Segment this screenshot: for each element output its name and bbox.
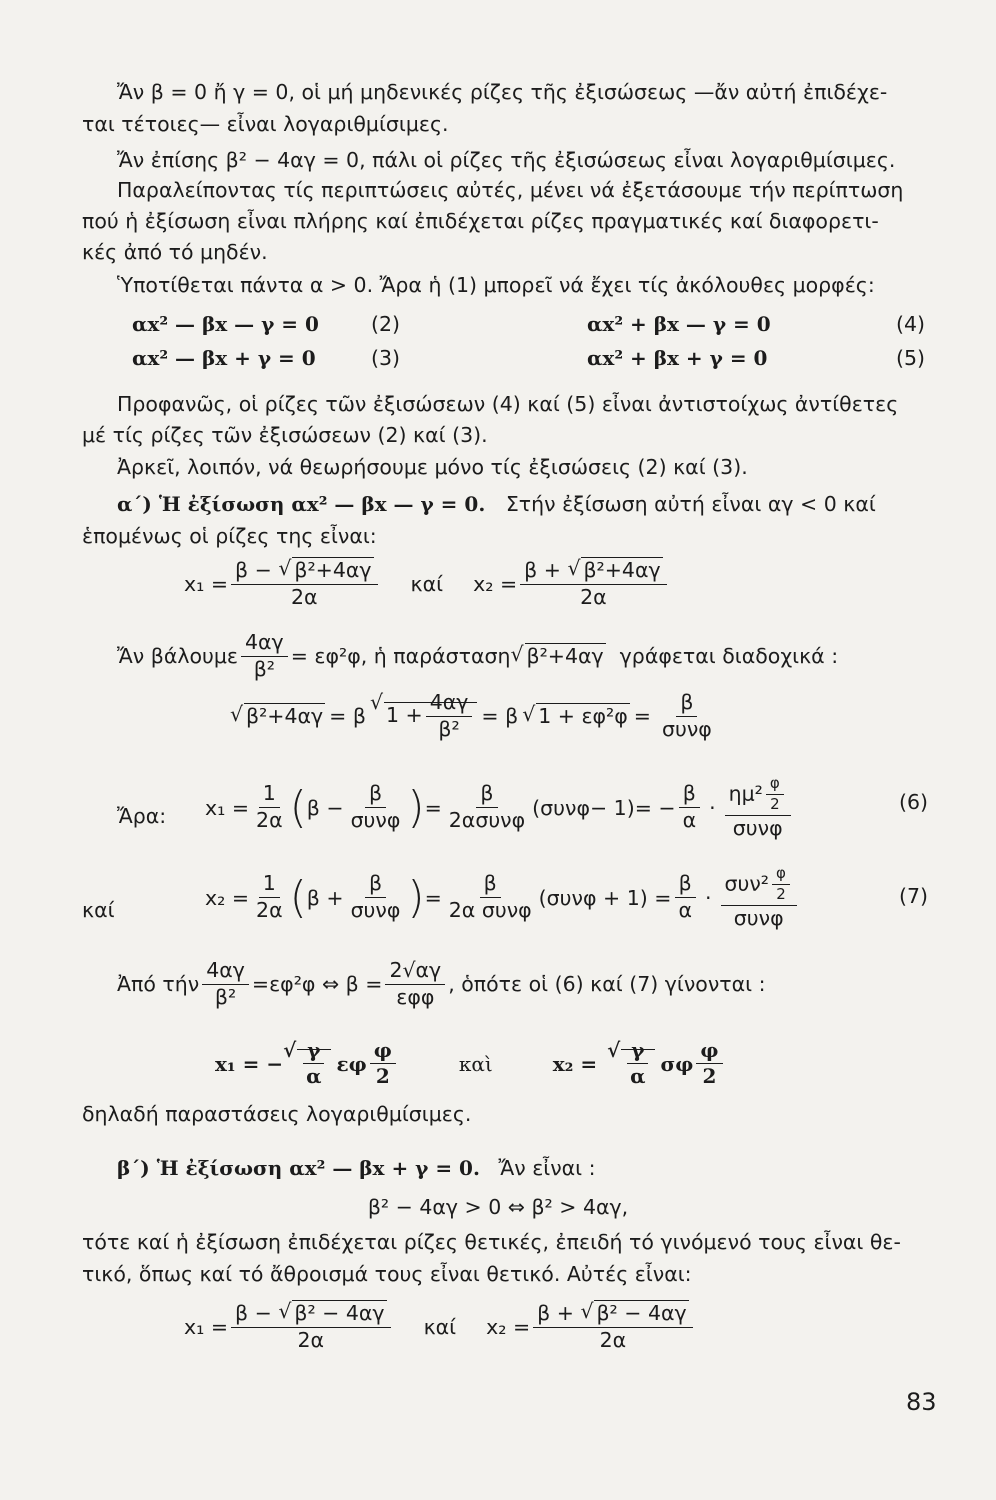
r6-paren-pre: β − [306, 795, 344, 820]
chain-eq-3: = [633, 704, 651, 729]
final-phi-2: φ [696, 1040, 722, 1064]
section-b-text: Ἄν εἶναι : [498, 1156, 596, 1180]
r6-mid-den: 2ασυνφ [448, 808, 526, 832]
chain-eq-2: = β [481, 704, 519, 729]
from-post: , ὁπότε οἱ (6) καί (7) γίνονται : [448, 972, 766, 997]
final-sqrt-2 [607, 1040, 654, 1087]
equation-5-tag: (5) [896, 346, 926, 370]
section-a-heading [117, 494, 876, 515]
chain-sqrt-3 [522, 704, 630, 728]
final-gamma-2: √ γ [627, 1040, 648, 1064]
equation-2-tag: (2) [371, 312, 401, 336]
chain-formula [230, 692, 719, 740]
from-num-1: 4αγ [202, 960, 249, 985]
chain-final-den: συνφ [661, 716, 712, 741]
b-x1-denominator: 2α [297, 1327, 325, 1352]
b-x1-fraction [231, 1303, 391, 1351]
x1-label: x₁ = [184, 572, 229, 597]
b-x2-sqrt [580, 1303, 688, 1325]
chain-radicand-1: β²+4αγ [246, 704, 324, 729]
r7-mid-den: 2α συνφ [448, 898, 532, 922]
r6-mid-fraction [445, 783, 529, 831]
b-x2-denominator: 2α [599, 1327, 627, 1352]
r7-mid-num: β [480, 873, 501, 898]
x1-denominator: 2α [291, 584, 318, 609]
subst-den: β² [253, 656, 275, 681]
r7-ba-num: β [675, 873, 696, 898]
kai-label: καί [82, 898, 115, 922]
from-pre: Ἀπό τήν [117, 972, 200, 997]
chain-final-num: β [676, 692, 697, 717]
r7-two: 2 [776, 884, 786, 903]
tag-7: (7) [899, 884, 929, 908]
r6-ba-num: β [679, 783, 700, 808]
para3-line2: πού ἡ ἐξίσωση εἶναι πλήρης καί ἐπιδέχεται ρίζες πραγματικές καί διαφορετι- [82, 209, 879, 233]
r6-inner-fraction [347, 783, 405, 831]
from-den-2: εφφ [396, 984, 435, 1009]
r6-phi: φ [766, 776, 784, 795]
equation-3: αx² — βx + γ = 0 [132, 346, 316, 370]
x2-radicand: β²+4αγ [583, 558, 661, 582]
section-a-text: Στήν ἐξίσωση αὐτή εἶναι αγ < 0 καί [505, 492, 876, 516]
final-phi-1: φ [370, 1040, 396, 1064]
roots-b-formula [184, 1303, 696, 1351]
r7-paren-pre: β + [306, 885, 344, 910]
b-x1-num-pre: β − [235, 1301, 272, 1325]
final-ga-2 [626, 1040, 649, 1087]
x2-fraction [520, 560, 666, 608]
final-alpha-2: α [630, 1064, 646, 1088]
r7-ba-den: α [678, 898, 692, 922]
root-7-formula: x₂ = $\frac{1}{2\alpha}$ ( β + $\frac{\beta}{\text{συνφ}}$ ) = $\frac{\beta}{\text{2α συνφ}}$ (συνφ + 1) = $\frac{\beta}{\alpha}$ · συν² $\frac{\varphi}{2}$ συνφ [205, 866, 800, 929]
para3-line1: Παραλείποντας τίς περιπτώσεις αὐτές, μένει νά ἐξετάσουμε τήν περίπτωση [117, 178, 904, 202]
r6-dot: · [709, 795, 716, 820]
r6-ba-den: α [682, 808, 697, 832]
chain-eq-1: = β [329, 704, 366, 729]
para3-line3: κές ἀπό τό μηδέν. [82, 240, 268, 264]
section-b-heading [117, 1158, 596, 1179]
ara-label: Ἄρα: [117, 804, 167, 828]
r6-last-num: ημ² [728, 781, 763, 806]
b-x2-fraction [533, 1303, 693, 1351]
r7-inner-num: β [365, 873, 386, 898]
r7-lhs: x₂ = [205, 885, 250, 910]
r6-lhs: x₁ = [205, 795, 250, 820]
r6-half-phi [766, 776, 784, 813]
chain-inner-num: 4αγ [426, 692, 473, 717]
x1-radicand: β²+4αγ [294, 558, 372, 582]
r7-half-phi [772, 866, 790, 903]
r7-last-den: συνφ [733, 905, 784, 930]
final-sf: σφ [660, 1051, 694, 1076]
b-x2-radicand: β² − 4αγ [596, 1301, 687, 1325]
r7-dot: · [704, 885, 712, 910]
subst-sqrt [511, 644, 606, 668]
subst-num: 4αγ [241, 632, 288, 657]
section-a-line2: ἑπομένως οἱ ρίζες της εἶναι: [82, 524, 377, 548]
b-x2-label: x₂ = [486, 1315, 531, 1340]
final-ga-1 [302, 1040, 325, 1087]
subst-radicand: β²+4αγ [526, 644, 604, 669]
r7-last-num: συν² [724, 871, 770, 896]
x2-sqrt [567, 560, 662, 582]
para1-line1: Ἄν β = 0 ἤ γ = 0, οἱ μή μηδενικές ρίζες τῆς ἐξισώσεως —ἄν αὐτή ἐπιδέχε- [117, 80, 888, 104]
from-line [117, 960, 765, 1008]
para2-line1: Ἄν ἐπίσης β² − 4αγ = 0, πάλι οἱ ρίζες τῆς ἐξισώσεως εἶναι λογαριθμίσιμες. [117, 148, 896, 172]
r6-mid-post: (συνφ− 1)= − [532, 795, 676, 820]
b-x2-num-pre: β + [537, 1301, 574, 1325]
equation-4-tag: (4) [896, 312, 926, 336]
x2-label: x₂ = [473, 572, 518, 597]
subst-fraction [241, 632, 288, 680]
r6-beta-alpha [679, 783, 701, 831]
b-x1-sqrt [278, 1303, 386, 1325]
from-den-1: β² [214, 984, 237, 1009]
final-alpha-1: α [306, 1064, 322, 1088]
chain-sqrt-1 [230, 704, 325, 728]
r6-inner-den: συνφ [350, 808, 401, 832]
final-gamma-1: √ γ [303, 1040, 324, 1064]
chain-sqrt-2 [370, 692, 477, 740]
from-mid: =εφ²φ ⇔ β = [251, 972, 383, 997]
final-two-2: 2 [702, 1064, 717, 1088]
x2-num-pre: β + [524, 558, 561, 582]
subst-mid: = εφ²φ, ἡ παράσταση [290, 644, 511, 669]
final-phi-half-1 [370, 1040, 396, 1087]
final-x1: x₁ = − [215, 1051, 284, 1076]
condition: β² − 4αγ > 0 ⇔ β² > 4αγ, [367, 1195, 629, 1219]
r7-last-fraction [721, 866, 797, 929]
b-x1-label: x₁ = [184, 1315, 229, 1340]
x1-sqrt [278, 560, 373, 582]
r6-two: 2 [770, 794, 780, 813]
page-number: 83 [906, 1388, 937, 1416]
r7-mid-post: (συνφ + 1) = [538, 885, 672, 910]
r6-last-den: συνφ [732, 815, 783, 840]
chain-final-fraction [658, 692, 716, 740]
chain-inner-fraction [426, 692, 473, 740]
r7-mid-fraction [445, 873, 536, 921]
r7-half-fraction [252, 873, 287, 921]
final-two-1: 2 [375, 1064, 390, 1088]
r6-inner-num: β [365, 783, 386, 808]
from-fraction-1 [202, 960, 249, 1008]
x1-num-pre: β − [235, 558, 272, 582]
r7-beta-alpha [674, 873, 696, 921]
r7-two-alpha: 2α [256, 898, 283, 922]
chain-inner-den: β² [438, 716, 460, 741]
r7-phi: φ [772, 866, 790, 885]
substitution-line [117, 632, 838, 680]
equation-5: αx² + βx + γ = 0 [587, 346, 768, 370]
final-text: δηλαδή παραστάσεις λογαριθμίσιμες. [82, 1102, 472, 1126]
final-phi-half-2 [696, 1040, 722, 1087]
r6-last-fraction [725, 776, 791, 839]
equation-4: αx² + βx — γ = 0 [587, 312, 771, 336]
r6-mid-num: β [476, 783, 497, 808]
section-a-title: α΄) Ἡ ἐξίσωση αx² — βx — γ = 0. [117, 492, 486, 516]
chain-rad2-pre: 1 + [385, 703, 423, 728]
b-kai-word: καί [423, 1315, 457, 1340]
r6-half-fraction [252, 783, 287, 831]
chain-radicand-3: 1 + εφ²φ [538, 704, 628, 729]
final-sqrt-1 [283, 1040, 330, 1087]
from-num-2: 2√αγ [385, 960, 445, 985]
equation-2: αx² — βx — γ = 0 [132, 312, 319, 336]
para4-line1: Ὑποτίθεται πάντα α > 0. Ἄρα ἡ (1) μπορεῖ νά ἔχει τίς ἀκόλουθες μορφές: [117, 273, 875, 297]
para5-line1: Προφανῶς, οἱ ρίζες τῶν ἐξισώσεων (4) καί (5) εἶναι ἀντιστοίχως ἀντίθετες [117, 392, 899, 416]
r7-inner-fraction [347, 873, 405, 921]
x2-denominator: 2α [580, 584, 607, 609]
tag-6: (6) [899, 790, 929, 814]
r6-two-alpha: 2α [256, 808, 283, 832]
para5-line2: μέ τίς ρίζες τῶν ἐξισώσεων (2) καί (3). [82, 423, 488, 447]
section-b-line3: τικό, ὅπως καί τό ἄθροισμά τους εἶναι θετικό. Αὐτές εἶναι: [82, 1262, 692, 1286]
roots-a-formula [184, 560, 670, 608]
final-x2: x₂ = [552, 1051, 598, 1076]
r6-one: 1 [259, 783, 280, 808]
section-b-title: β΄) Ἡ ἐξίσωση αx² — βx + γ = 0. [117, 1156, 480, 1180]
section-b-line2: τότε καί ἡ ἐξίσωση ἐπιδέχεται ρίζες θετικές, ἐπειδή τό γινόμενό τους εἶναι θε- [82, 1230, 901, 1254]
equation-3-tag: (3) [371, 346, 401, 370]
subst-post: γράφεται διαδοχικά : [619, 644, 839, 669]
root-6-formula: x₁ = $\frac{1}{2\alpha}$ ( β − $\frac{\beta}{\text{συνφ}}$ ) = $\frac{\beta}{\text{2ασυνφ}}$ (συνφ− 1)= − $\frac{\beta}{\alpha}$ · ημ² $\frac{\varphi}{2}$ συνφ [205, 776, 794, 839]
x1-fraction [231, 560, 377, 608]
from-fraction-2 [385, 960, 445, 1008]
final-formula [215, 1040, 726, 1087]
para6-line1: Ἀρκεῖ, λοιπόν, νά θεωρήσουμε μόνο τίς ἐξισώσεις (2) καί (3). [117, 455, 748, 479]
subst-pre: Ἄν βάλουμε [117, 644, 238, 669]
kai-word: καί [410, 572, 444, 597]
r7-inner-den: συνφ [350, 898, 401, 922]
para1-line2: ται τέτοιες— εἶναι λογαριθμίσιμες. [82, 112, 449, 136]
b-x1-radicand: β² − 4αγ [294, 1301, 385, 1325]
final-kai: καὶ [458, 1051, 493, 1076]
final-ef: εφ [336, 1051, 367, 1076]
r7-one: 1 [259, 873, 280, 898]
